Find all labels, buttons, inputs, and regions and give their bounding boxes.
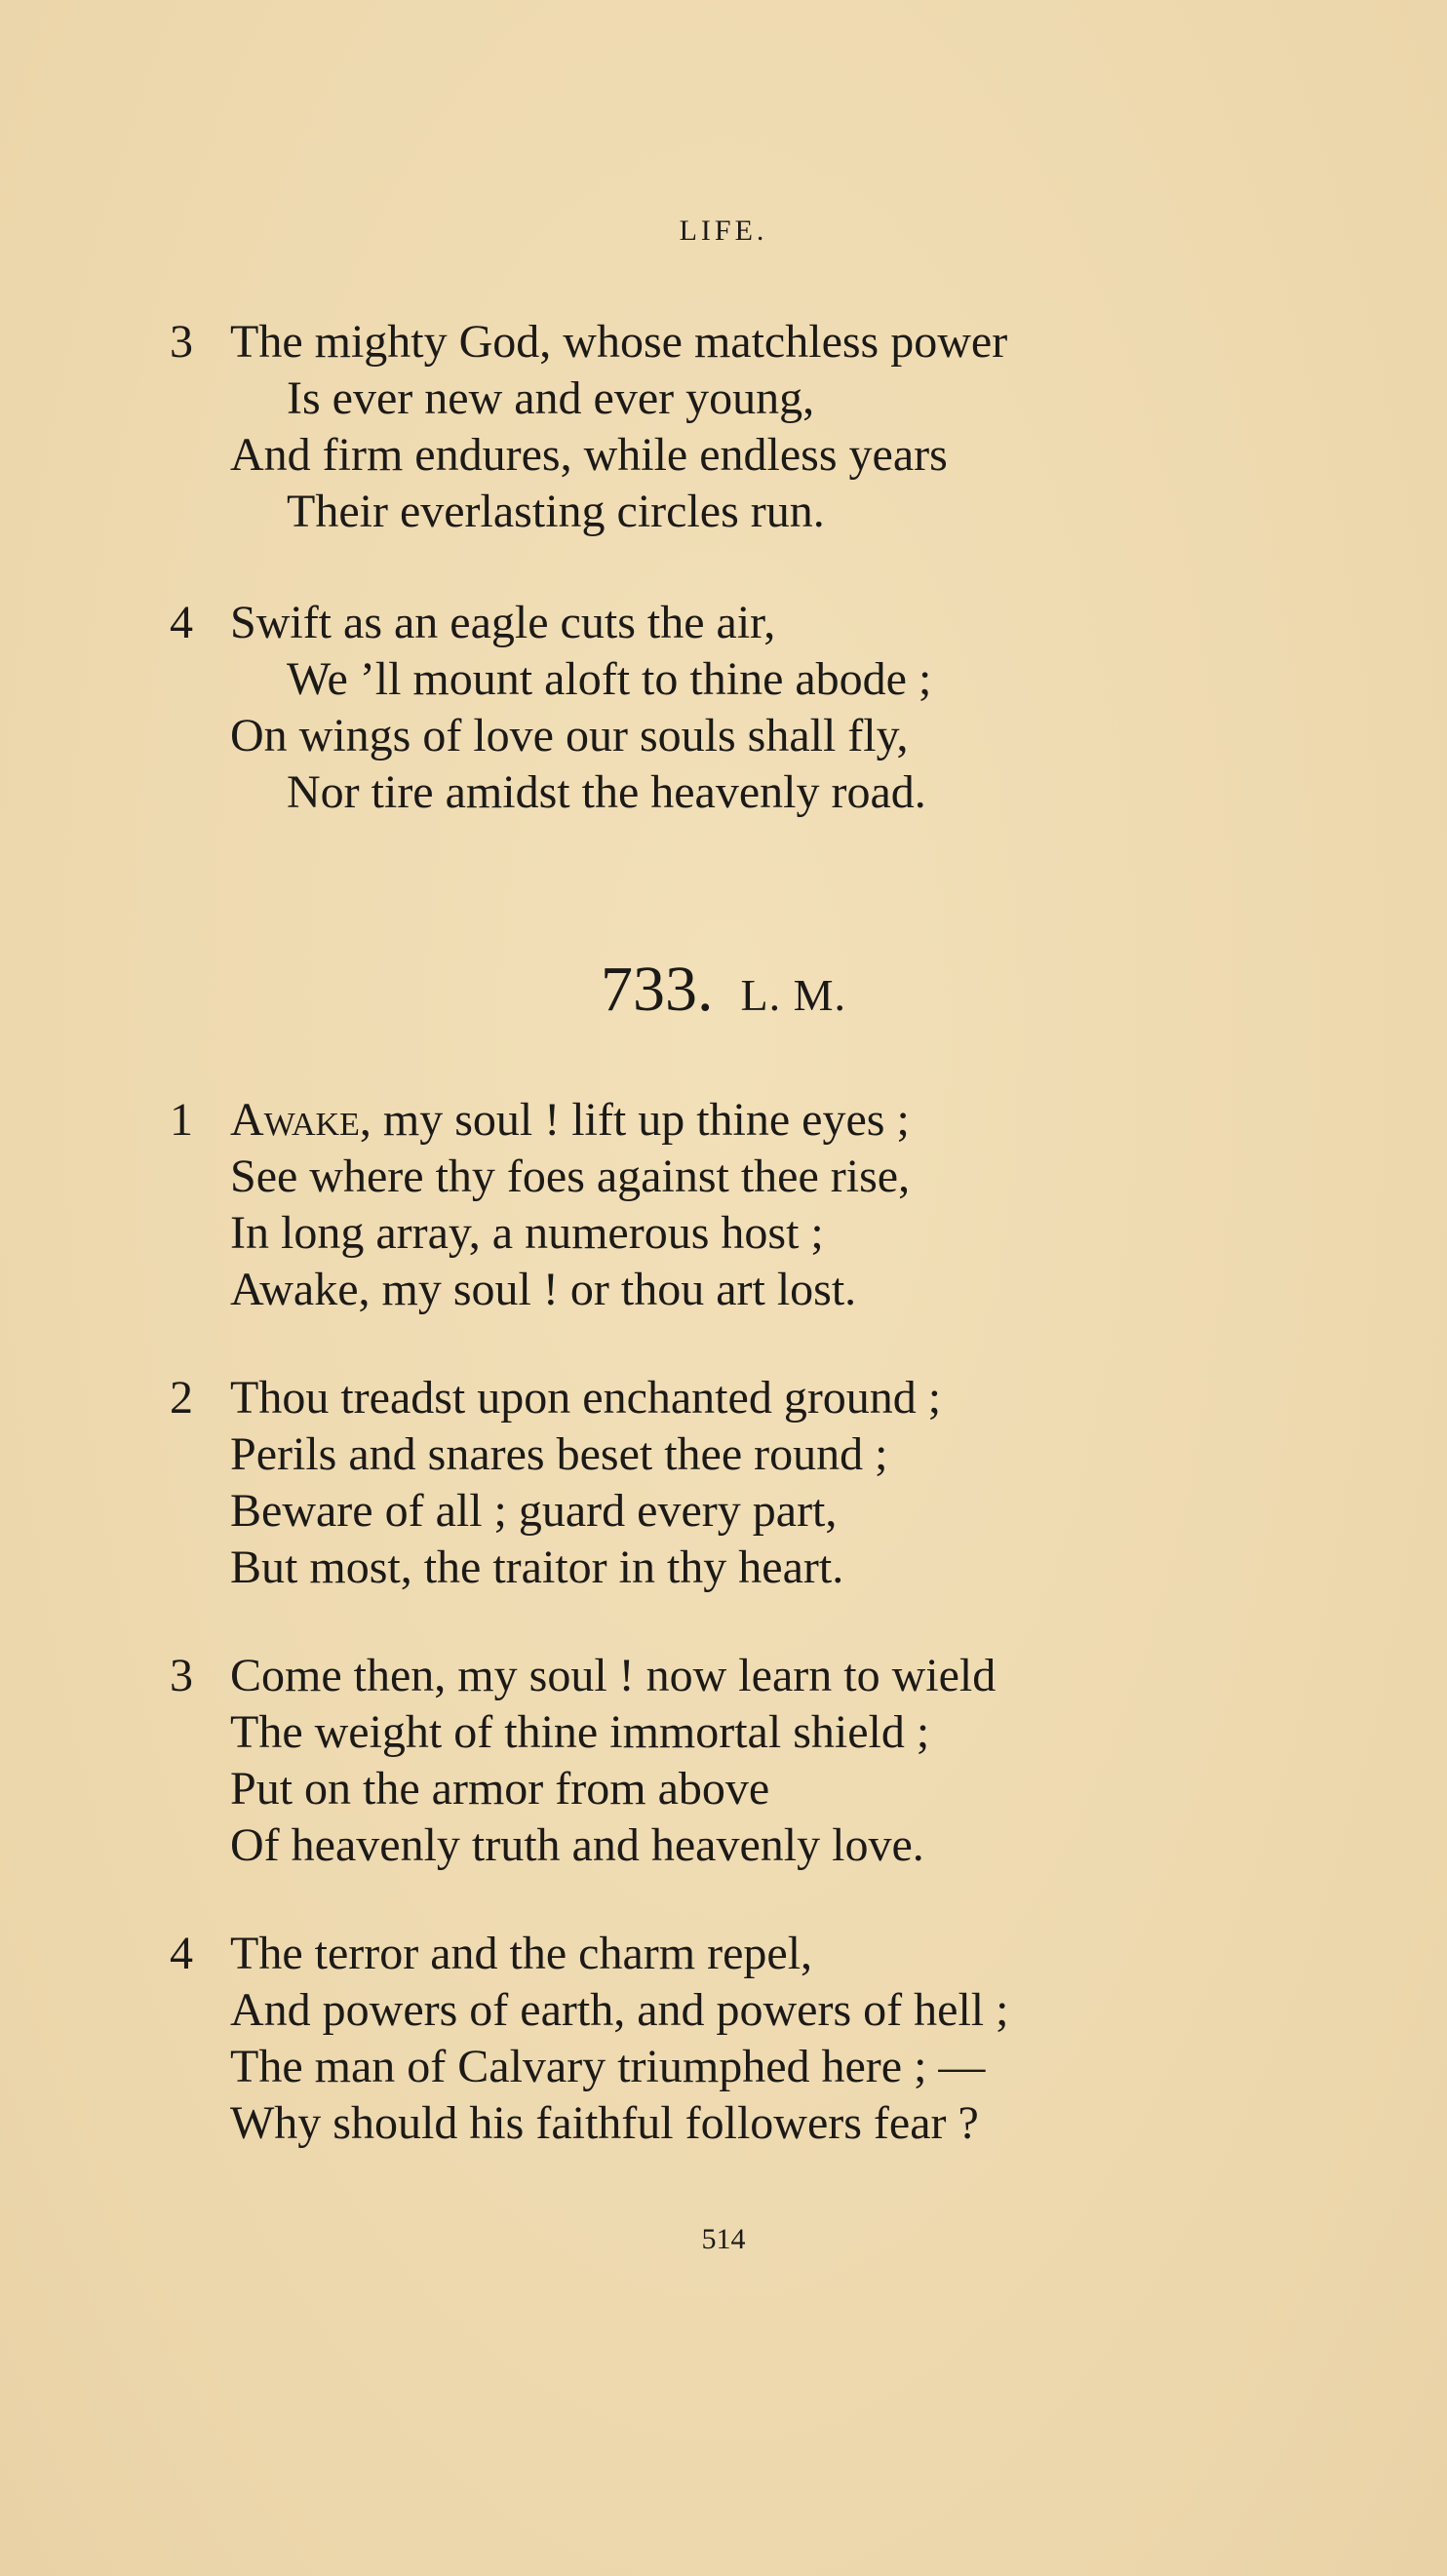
stanza-4 xyxy=(170,1926,1009,2152)
verse-line: 3 The mighty God, whose matchless power xyxy=(230,314,1007,371)
verse-line: Their everlasting circles run. xyxy=(287,486,825,537)
verse-line: Why should his faithful followers fear ? xyxy=(230,2097,979,2149)
verse-line: And firm endures, while endless years xyxy=(230,429,948,481)
verse-line: Is ever new and ever young, xyxy=(287,372,815,424)
verse-line: Nor tire amidst the heavenly road. xyxy=(287,766,926,818)
stanza-3 xyxy=(170,1648,997,1874)
verse-line: 4 Swift as an eagle cuts the air, xyxy=(230,595,931,651)
verse-line: 1 Awake, my soul ! lift up thine eyes ; xyxy=(230,1092,910,1149)
hymn-heading xyxy=(0,954,1447,1025)
verse-line: The weight of thine immortal shield ; xyxy=(230,1706,930,1758)
verse-line: But most, the traitor in thy heart. xyxy=(230,1542,844,1593)
verse-line: Put on the armor from above xyxy=(230,1763,770,1815)
hymn-meter: L. M. xyxy=(740,970,846,1020)
stanza-number: 3 xyxy=(170,1650,193,1701)
first-word: Awake, xyxy=(230,1094,372,1146)
stanza-prev-4 xyxy=(170,595,932,821)
verse-line: In long array, a numerous host ; xyxy=(230,1207,824,1259)
hymn-number: 733. xyxy=(601,954,714,1025)
verse-line: 2 Thou treadst upon enchanted ground ; xyxy=(230,1370,941,1426)
stanza-prev-3 xyxy=(170,314,1008,540)
stanza-number: 3 xyxy=(170,316,193,368)
verse-line: We ’ll mount aloft to thine abode ; xyxy=(287,653,932,705)
verse-line: See where thy foes against thee rise, xyxy=(230,1151,911,1202)
verse-line: Of heavenly truth and heavenly love. xyxy=(230,1819,924,1871)
page-number: 514 xyxy=(701,2223,746,2255)
verse-line: On wings of love our souls shall fly, xyxy=(230,710,909,761)
stanza-number: 4 xyxy=(170,597,193,648)
verse-line: The man of Calvary triumphed here ; — xyxy=(230,2041,986,2092)
stanza-number: 4 xyxy=(170,1928,193,1979)
verse-line: Perils and snares beset thee round ; xyxy=(230,1428,888,1480)
verse-line: And powers of earth, and powers of hell ; xyxy=(230,1984,1009,2036)
stanza-number: 2 xyxy=(170,1372,193,1424)
stanza-2 xyxy=(170,1370,942,1596)
verse-line: Awake, my soul ! or thou art lost. xyxy=(230,1264,857,1315)
verse-line: 4 The terror and the charm repel, xyxy=(230,1926,1008,1982)
stanza-number: 1 xyxy=(170,1094,193,1146)
verse-line: 3 Come then, my soul ! now learn to wield xyxy=(230,1648,996,1704)
running-head: LIFE. xyxy=(679,215,768,247)
verse-line: Beware of all ; guard every part, xyxy=(230,1485,838,1537)
stanza-1 xyxy=(170,1092,911,1318)
